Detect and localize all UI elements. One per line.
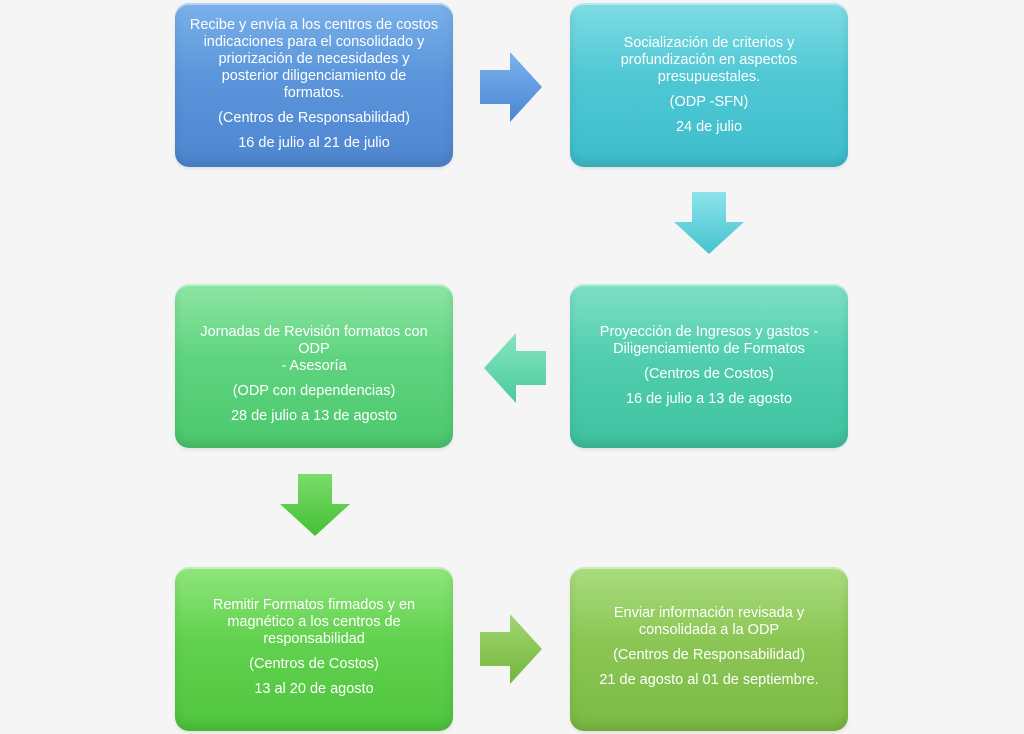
step-1-box	[175, 3, 453, 167]
step-6-box	[570, 567, 848, 731]
step-5-date: 13 al 20 de agosto	[254, 681, 374, 697]
step-2-responsible: (ODP -SFN)	[669, 94, 749, 110]
step-5-box	[175, 567, 453, 731]
step-2-date: 24 de julio	[675, 119, 743, 135]
step-5-text: Remitir Formatos firmados y en magnético a los centros de responsabilidad	[212, 597, 416, 647]
step-4-responsible: (ODP con dependencias)	[232, 383, 396, 399]
step-6-date: 21 de agosto al 01 de septiembre.	[599, 672, 819, 688]
arrow-right-icon	[480, 614, 544, 684]
step-3-text: Proyección de Ingresos y gastos - Diligenciamiento de Formatos	[599, 324, 819, 357]
step-4-date: 28 de julio a 13 de agosto	[230, 408, 398, 424]
step-6-responsible: (Centros de Responsabilidad)	[613, 647, 805, 663]
step-1-date: 16 de julio al 21 de julio	[238, 135, 390, 151]
step-1-responsible: (Centros de Responsabilidad)	[218, 110, 410, 126]
step-2-box	[570, 3, 848, 167]
arrow-left-icon	[482, 333, 546, 403]
arrow-right-icon	[480, 52, 544, 122]
step-1-text: Recibe y envía a los centros de costos indicaciones para el consolidado y priorización de necesidades y posterior diligenciamiento de formatos.	[189, 17, 439, 101]
step-3-date: 16 de julio a 13 de agosto	[625, 391, 793, 407]
step-2-text: Socialización de criterios y profundización en aspectos presupuestales.	[620, 35, 798, 85]
step-4-text: Jornadas de Revisión formatos con ODP - Asesoría	[200, 324, 428, 374]
step-3-responsible: (Centros de Costos)	[644, 366, 774, 382]
step-6-text: Enviar información revisada y consolidada a la ODP	[613, 605, 805, 638]
arrow-down-icon	[280, 474, 350, 536]
step-4-box	[175, 284, 453, 448]
step-3-box	[570, 284, 848, 448]
arrow-down-icon	[674, 192, 744, 254]
step-5-responsible: (Centros de Costos)	[249, 656, 379, 672]
